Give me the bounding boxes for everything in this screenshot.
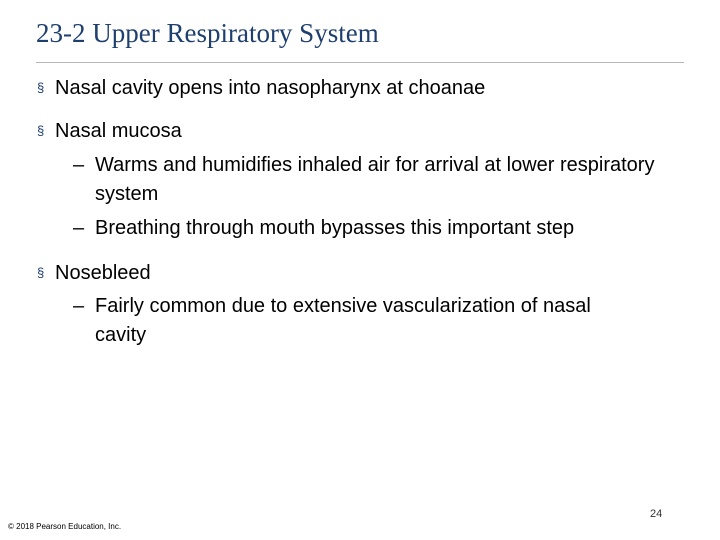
bullet-text: Nosebleed [55,262,151,284]
sub-bullet-text: Breathing through mouth bypasses this important step [95,217,575,239]
bullet-item [37,116,182,146]
sub-bullet-dash: – [73,154,85,176]
title-divider [36,62,684,63]
bullet-text: Nasal mucosa [55,120,182,142]
sub-bullet-item [73,214,675,243]
bullet-marker: § [37,80,45,95]
sub-bullet-text: Fairly common due to extensive vascularization of nasal cavity [95,295,591,346]
bullet-marker: § [37,123,45,138]
bullet-item [37,73,485,103]
slide-title: 23-2 Upper Respiratory System [36,18,379,48]
sub-bullet-item [73,292,635,350]
copyright-notice: © 2018 Pearson Education, Inc. [8,522,122,531]
bullet-item [37,258,151,288]
sub-bullet-item [73,151,655,209]
bullet-text: Nasal cavity opens into nasopharynx at choanae [55,77,486,99]
page-number: 24 [650,508,663,520]
sub-bullet-dash: – [73,217,85,239]
sub-bullet-text: Warms and humidifies inhaled air for arrival at lower respiratory system [95,154,655,205]
sub-bullet-dash: – [73,295,85,317]
bullet-marker: § [37,265,45,280]
